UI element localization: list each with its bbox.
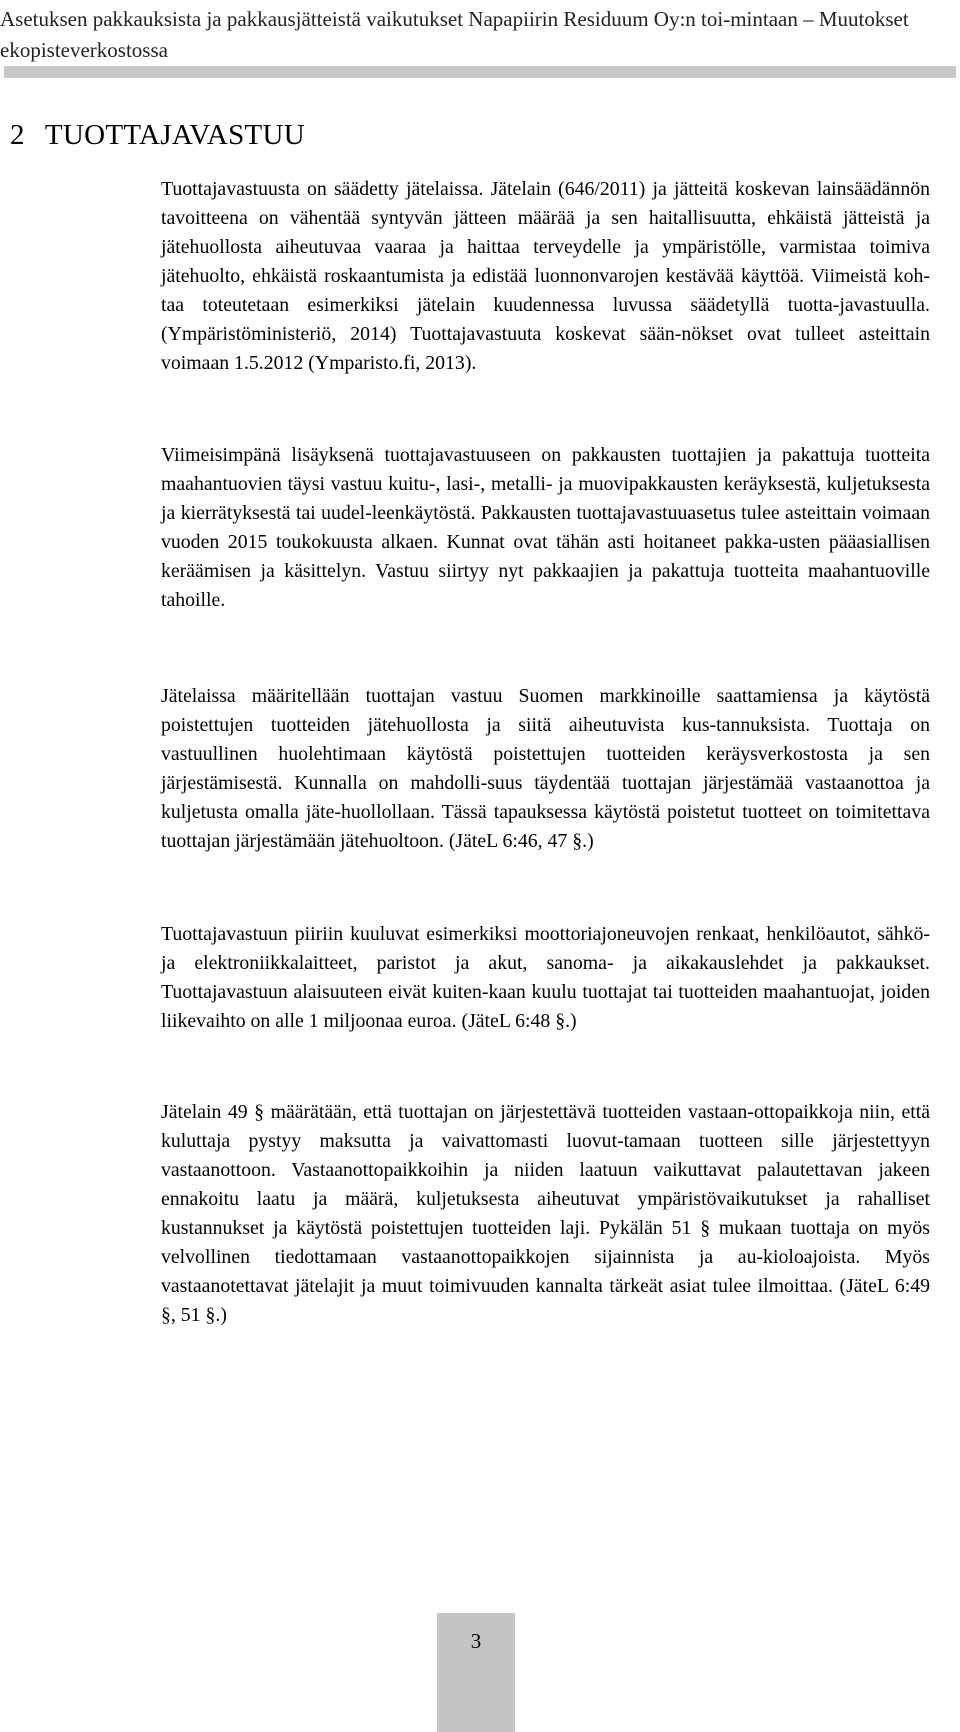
paragraph-text: Jätelain 49 § määrätään, että tuottajan on järjestettävä tuotteiden vastaan-ottopaikkoja niin, että kuluttaja pystyy maksutta ja vaivattomasti luovut-tamaan tuotteen sille järjestettyyn vastaanottoon. Vastaanottopaikkoihin ja niiden laatuun vaikuttavat palautettavan jakeen ennakoitu laatu ja määrä, kuljetuksesta aiheutuvat ympäristövaikutukset ja rahalliset kustannukset ja käytöstä poistettujen tuotteiden laji. Pykälän 51 § mukaan tuottaja on myös velvollinen tiedottamaan vastaanottopaikkojen sijainnista ja au-kioloajoista. Myös vastaanotettavat jätelajit ja muut toimivuuden kannalta tärkeät asiat tulee ilmoittaa. (JäteL 6:49 §, 51 §.): [161, 1101, 930, 1326]
page-number-tab: [437, 1613, 515, 1732]
paragraph-text: Jätelaissa määritellään tuottajan vastuu Suomen markkinoille saattamiensa ja käytöstä poistettujen tuotteiden jätehuollosta ja siitä aiheutuvista kus-tannuksista. Tuottaja on vastuullinen huolehtimaan käytöstä poistettujen tuotteiden keräysverkostosta ja sen järjestämisestä. Kunnalla on mahdolli-suus täydentää tuottajan järjestämää vastaanottoa ja kuljetusta omalla jäte-huollollaan. Tässä tapauksessa käytöstä poistetut tuotteet on toimitettava tuottajan järjestämään jätehuoltoon. (JäteL 6:46, 47 §.): [161, 685, 930, 852]
body-paragraph: [161, 682, 930, 856]
paragraph-text: Tuottajavastuun piiriin kuuluvat esimerkiksi moottoriajoneuvojen renkaat, henkilöautot, sähkö- ja elektroniikkalaitteet, paristot ja akut, sanoma- ja aikakauslehdet ja pakkaukset. Tuottajavastuun alaisuuteen eivät kuiten-kaan kuulu tuottajat tai tuotteiden maahantuojat, joiden liikevaihto on alle 1 miljoonaa euroa. (JäteL 6:48 §.): [161, 923, 930, 1032]
header-divider: [4, 66, 956, 78]
body-paragraph: [161, 441, 930, 615]
body-paragraph: [161, 920, 930, 1036]
paragraph-text: Tuottajavastuusta on säädetty jätelaissa. Jätelain (646/2011) ja jätteitä koskevan lainsäädännön tavoitteena on vähentää syntyvän jätteen määrää ja sen haitallisuutta, ehkäistä jätteistä ja jätehuollosta aiheutuvaa vaaraa ja haittaa terveydelle ja ympäristölle, varmistaa toimiva jätehuolto, ehkäistä roskaantumista ja edistää luonnonvarojen kestävää käyttöä. Viimeistä koh-taa toteutetaan esimerkiksi jätelain kuudennessa luvussa säädetyllä tuotta-javastuulla. (Ympäristöministeriö, 2014) Tuottajavastuuta koskevat sään-nökset ovat tulleet asteittain voimaan 1.5.2012 (Ymparisto.fi, 2013).: [161, 178, 930, 374]
page-number: 3: [470, 1629, 482, 1653]
body-paragraph: [161, 1098, 930, 1330]
running-header: [0, 4, 940, 66]
section-title: TUOTTAJAVASTUU: [44, 119, 306, 151]
body-paragraph: [161, 175, 930, 378]
section-heading: [10, 118, 305, 152]
running-header-title: Asetuksen pakkauksista ja pakkausjätteistä vaikutukset Napapiirin Residuum Oy:n toi-mintaan – Muutokset ekopisteverkostossa: [0, 7, 909, 62]
section-number: 2: [10, 119, 25, 151]
paragraph-text: Viimeisimpänä lisäyksenä tuottajavastuuseen on pakkausten tuottajien ja pakattuja tuotteita maahantuovien täysi vastuu kuitu-, lasi-, metalli- ja muovipakkausten keräyksestä, kuljetuksesta ja kierrätyksestä tai uudel-leenkäytöstä. Pakkausten tuottajavastuuasetus tulee asteittain voimaan vuoden 2015 toukokuusta alkaen. Kunnat ovat tähän asti hoitaneet pakka-usten pääasiallisen keräämisen ja käsittelyn. Vastuu siirtyy nyt pakkaajien ja pakattuja tuotteita maahantuoville tahoille.: [161, 444, 930, 611]
